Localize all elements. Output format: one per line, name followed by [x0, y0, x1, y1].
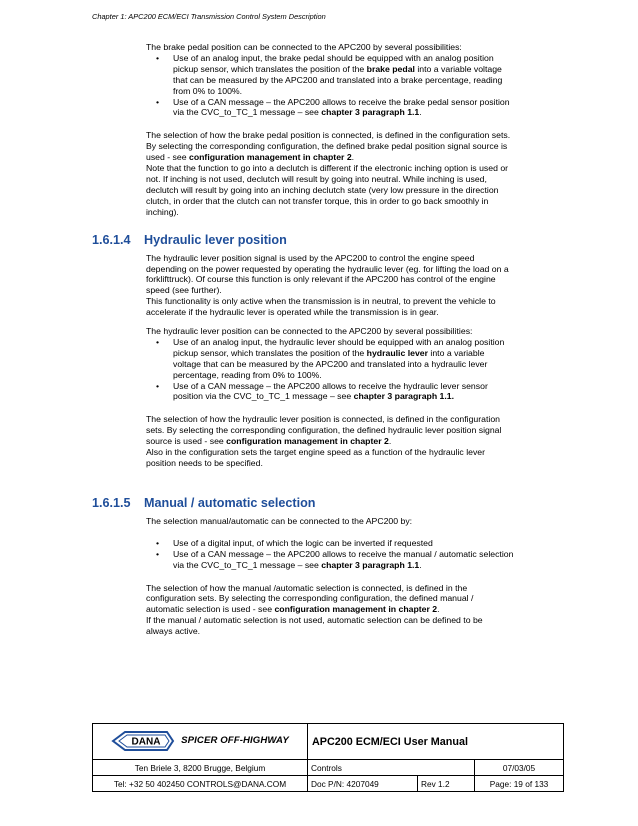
brake-intro: The brake pedal position can be connected to the APC200 by several possibilities: [146, 42, 462, 52]
footer-contact: Tel: +32 50 402450 CONTROLS@DANA.COM [93, 776, 308, 792]
list-item: • Use of a CAN message – the APC200 allows to receive the manual / automatic selection via the CVC_to_TC_1 message – see chapter 3 paragraph 1.1. [156, 548, 514, 570]
manual-config-paragraph: The selection of how the manual /automatic selection is connected, is defined in the configuration sets. By selecting the corresponding configuration, the defined manual / automatic selection is used - see configuration management in chapter 2. If the manual / automatic selection is not used, automatic selection can be defined to be always active. [146, 582, 483, 637]
section-heading-hydraulic: 1.6.1.4 Hydraulic lever position [92, 232, 287, 247]
footer-revision: Rev 1.2 [418, 776, 475, 792]
list-item: • Use of a digital input, of which the logic can be inverted if requested [156, 537, 433, 548]
bullet-icon: • [156, 380, 160, 391]
config-reference: configuration management in chapter 2 [226, 436, 389, 447]
list-item: • Use of a CAN message – the APC200 allows to receive the brake pedal sensor position via the CVC_to_TC_1 message – see chapter 3 paragraph 1.1. [156, 96, 510, 118]
footer-date: 07/03/05 [475, 760, 564, 776]
footer-address: Ten Briele 3, 8200 Brugge, Belgium [93, 760, 308, 776]
bullet-icon: • [156, 336, 160, 347]
hydraulic-paragraph: The hydraulic lever position signal is used by the APC200 to control the engine speed depending on the power requested by operating the hydraulic lever (eg. for lifting the load on a forklifttruck). Of course this function is only relevant if the APC200 has control of the engine speed (see further). This functionality is only active when the transmission is in neutral, to prevent the vehicle to accelerate if the hydraulic lever is operated while the transmission is in gear. [146, 252, 509, 318]
brake-options-list [146, 53, 566, 118]
config-reference: configuration management in chapter 2 [188, 152, 352, 163]
hydraulic-options-list [146, 337, 566, 402]
footer-page-number: Page: 19 of 133 [475, 776, 564, 792]
footer-department: Controls [308, 760, 475, 776]
list-item: • Use of an analog input, the hydraulic lever should be equipped with an analog position pickup sensor, which translates the position of the hydraulic lever into a variable voltage that can be measured by the APC200 and translated into a hydraulic lever percentage, reading from 0% to 100%. [156, 336, 505, 380]
page-body [92, 42, 562, 637]
brake-config-paragraph: The selection of how the brake pedal position is connected, is defined in the configuration sets. By selecting the corresponding configuration, the defined brake pedal position signal source is used - see configuration management in chapter 2. Note that the function to go into a declutch is different if the electronic inching option is used or not. If inching is not used, declutch will result by going into neutral. While inching is used, declutch will result by going into an inching declutch state (very low pressure in the direction clutch, in order that the clutch can not transfer torque, this in order to go back smoothly in inching). [146, 130, 511, 217]
running-header: Chapter 1: APC200 ECM/ECI Transmission Control System Description [92, 12, 326, 21]
logo-cell [93, 724, 308, 760]
dana-logo [111, 730, 289, 752]
section-heading-manual: 1.6.1.5 Manual / automatic selection [92, 495, 316, 510]
logo-text: DANA [131, 736, 161, 747]
bullet-icon: • [156, 52, 160, 63]
list-item: • Use of a CAN message – the APC200 allows to receive the hydraulic lever sensor position via the CVC_to_TC_1 message – see chapter 3 paragraph 1.1. [156, 380, 488, 402]
hydraulic-config-paragraph: The selection of how the hydraulic lever position is connected, is defined in the configuration sets. By selecting the corresponding configuration, the defined hydraulic lever position signal source is used - see configuration management in chapter 2. Also in the configuration sets the target engine speed as a function of the hydraulic lever position needs to be specified. [146, 414, 502, 468]
manual-intro: The selection manual/automatic can be connected to the APC200 by: [146, 515, 413, 526]
footer-doc-pn: Doc P/N: 4207049 [308, 776, 418, 792]
manual-title: APC200 ECM/ECI User Manual [308, 724, 564, 760]
document-footer [92, 723, 564, 792]
list-item: • Use of an analog input, the brake pedal should be equipped with an analog position pickup sensor, which translates the position of the brake pedal into a variable voltage that can be measured by the APC200 and translated into a brake percentage, reading from 0% to 100%. [156, 52, 503, 96]
manual-options-list [146, 538, 566, 571]
dana-logo-icon [111, 730, 175, 752]
bullet-icon: • [156, 537, 160, 548]
bullet-icon: • [156, 96, 160, 107]
logo-tagline: SPICER OFF-HIGHWAY [181, 735, 289, 746]
bullet-icon: • [156, 548, 160, 559]
config-reference: configuration management in chapter 2 [274, 604, 438, 615]
hydraulic-intro: The hydraulic lever position can be connected to the APC200 by several possibilities: [146, 326, 473, 337]
